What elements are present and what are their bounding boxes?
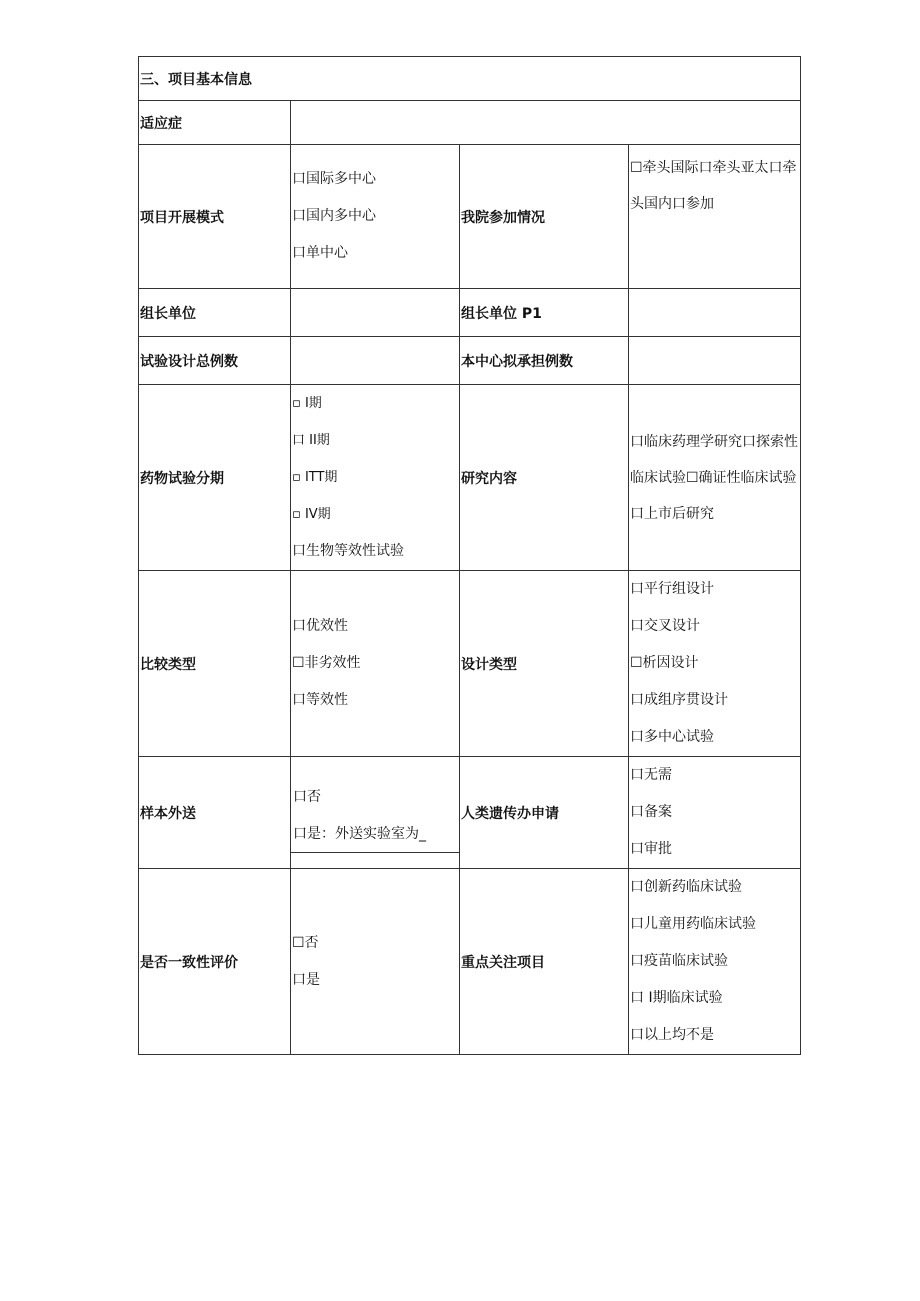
consistency-option-yes[interactable]: 口是 [292,971,320,988]
sample-option-no[interactable]: 口否 [293,788,321,805]
mode-option-domestic[interactable]: 口国内多中心 [292,208,376,224]
mode-options [291,145,460,289]
design-option-sequential[interactable]: 口成组序贯设计 [630,692,728,708]
genetic-option-none[interactable]: 口无需 [630,767,672,783]
participation-text[interactable]: ☐牵头国际口牵头亚太口牵头国内口参加 [630,160,797,212]
center-cases-field[interactable] [629,337,801,385]
leader-label: 组长单位 [139,289,291,337]
focus-option-none[interactable]: 口以上均不是 [630,1027,714,1043]
mode-option-single[interactable]: 口单中心 [292,245,348,261]
project-info-table [138,56,801,1055]
indication-label: 适应症 [139,101,291,145]
focus-option-innovative[interactable]: 口创新药临床试验 [630,879,742,895]
genetic-option-record[interactable]: 口备案 [630,804,672,820]
section-title: 三、项目基本信息 [139,57,801,101]
content-label: 研究内容 [460,385,629,571]
sample-label: 样本外送 [139,757,291,869]
sample-divider [291,852,459,853]
genetic-option-approval[interactable]: 口审批 [630,841,672,857]
leader-pi-label: 组长单位 P1 [460,289,629,337]
comparison-option-equivalence[interactable]: 口等效性 [292,692,348,708]
sample-option-yes[interactable]: 口是：外送实验室为_ [293,825,426,842]
indication-field[interactable] [291,101,801,145]
design-option-factorial[interactable]: ☐析因设计 [630,655,699,671]
center-cases-label: 本中心拟承担例数 [460,337,629,385]
comparison-option-superiority[interactable]: 口优效性 [292,618,348,634]
design-options [629,571,801,757]
consistency-options [291,869,460,1055]
phase-option-2[interactable]: 口 II期 [292,433,330,448]
participation-label: 我院参加情况 [460,145,629,289]
focus-options [629,869,801,1055]
consistency-option-no[interactable]: ☐否 [292,934,319,951]
design-option-parallel[interactable]: 口平行组设计 [630,581,714,597]
phase-options [291,385,460,571]
focus-option-vaccine[interactable]: 口疫苗临床试验 [630,953,728,969]
comparison-option-noninferiority[interactable]: ☐非劣效性 [292,655,361,671]
phase-option-4[interactable]: ▫ IV期 [292,507,331,522]
focus-label: 重点关注项目 [460,869,629,1055]
sample-options [291,757,460,869]
design-option-multicenter[interactable]: 口多中心试验 [630,729,714,745]
total-cases-field[interactable] [291,337,460,385]
phase-option-1[interactable]: ▫ I期 [292,396,322,411]
comparison-label: 比较类型 [139,571,291,757]
comparison-options [291,571,460,757]
leader-pi-field[interactable] [629,289,801,337]
total-cases-label: 试验设计总例数 [139,337,291,385]
consistency-label: 是否一致性评价 [139,869,291,1055]
phase-label: 药物试验分期 [139,385,291,571]
mode-option-international[interactable]: 口国际多中心 [292,171,376,187]
phase-option-3[interactable]: ▫ ITT期 [292,470,338,485]
genetic-label: 人类遗传办申请 [460,757,629,869]
content-options[interactable] [629,385,801,571]
mode-label: 项目开展模式 [139,145,291,289]
genetic-options [629,757,801,869]
leader-field[interactable] [291,289,460,337]
focus-option-pediatric[interactable]: 口儿童用药临床试验 [630,916,756,932]
design-label: 设计类型 [460,571,629,757]
design-option-crossover[interactable]: 口交叉设计 [630,618,700,634]
content-text[interactable]: 口临床药理学研究口探索性临床试验☐确证性临床试验口上市后研究 [630,433,798,522]
participation-options[interactable] [629,145,801,289]
phase-option-be[interactable]: 口生物等效性试验 [292,543,404,559]
focus-option-phase1[interactable]: 口 I期临床试验 [630,990,723,1006]
